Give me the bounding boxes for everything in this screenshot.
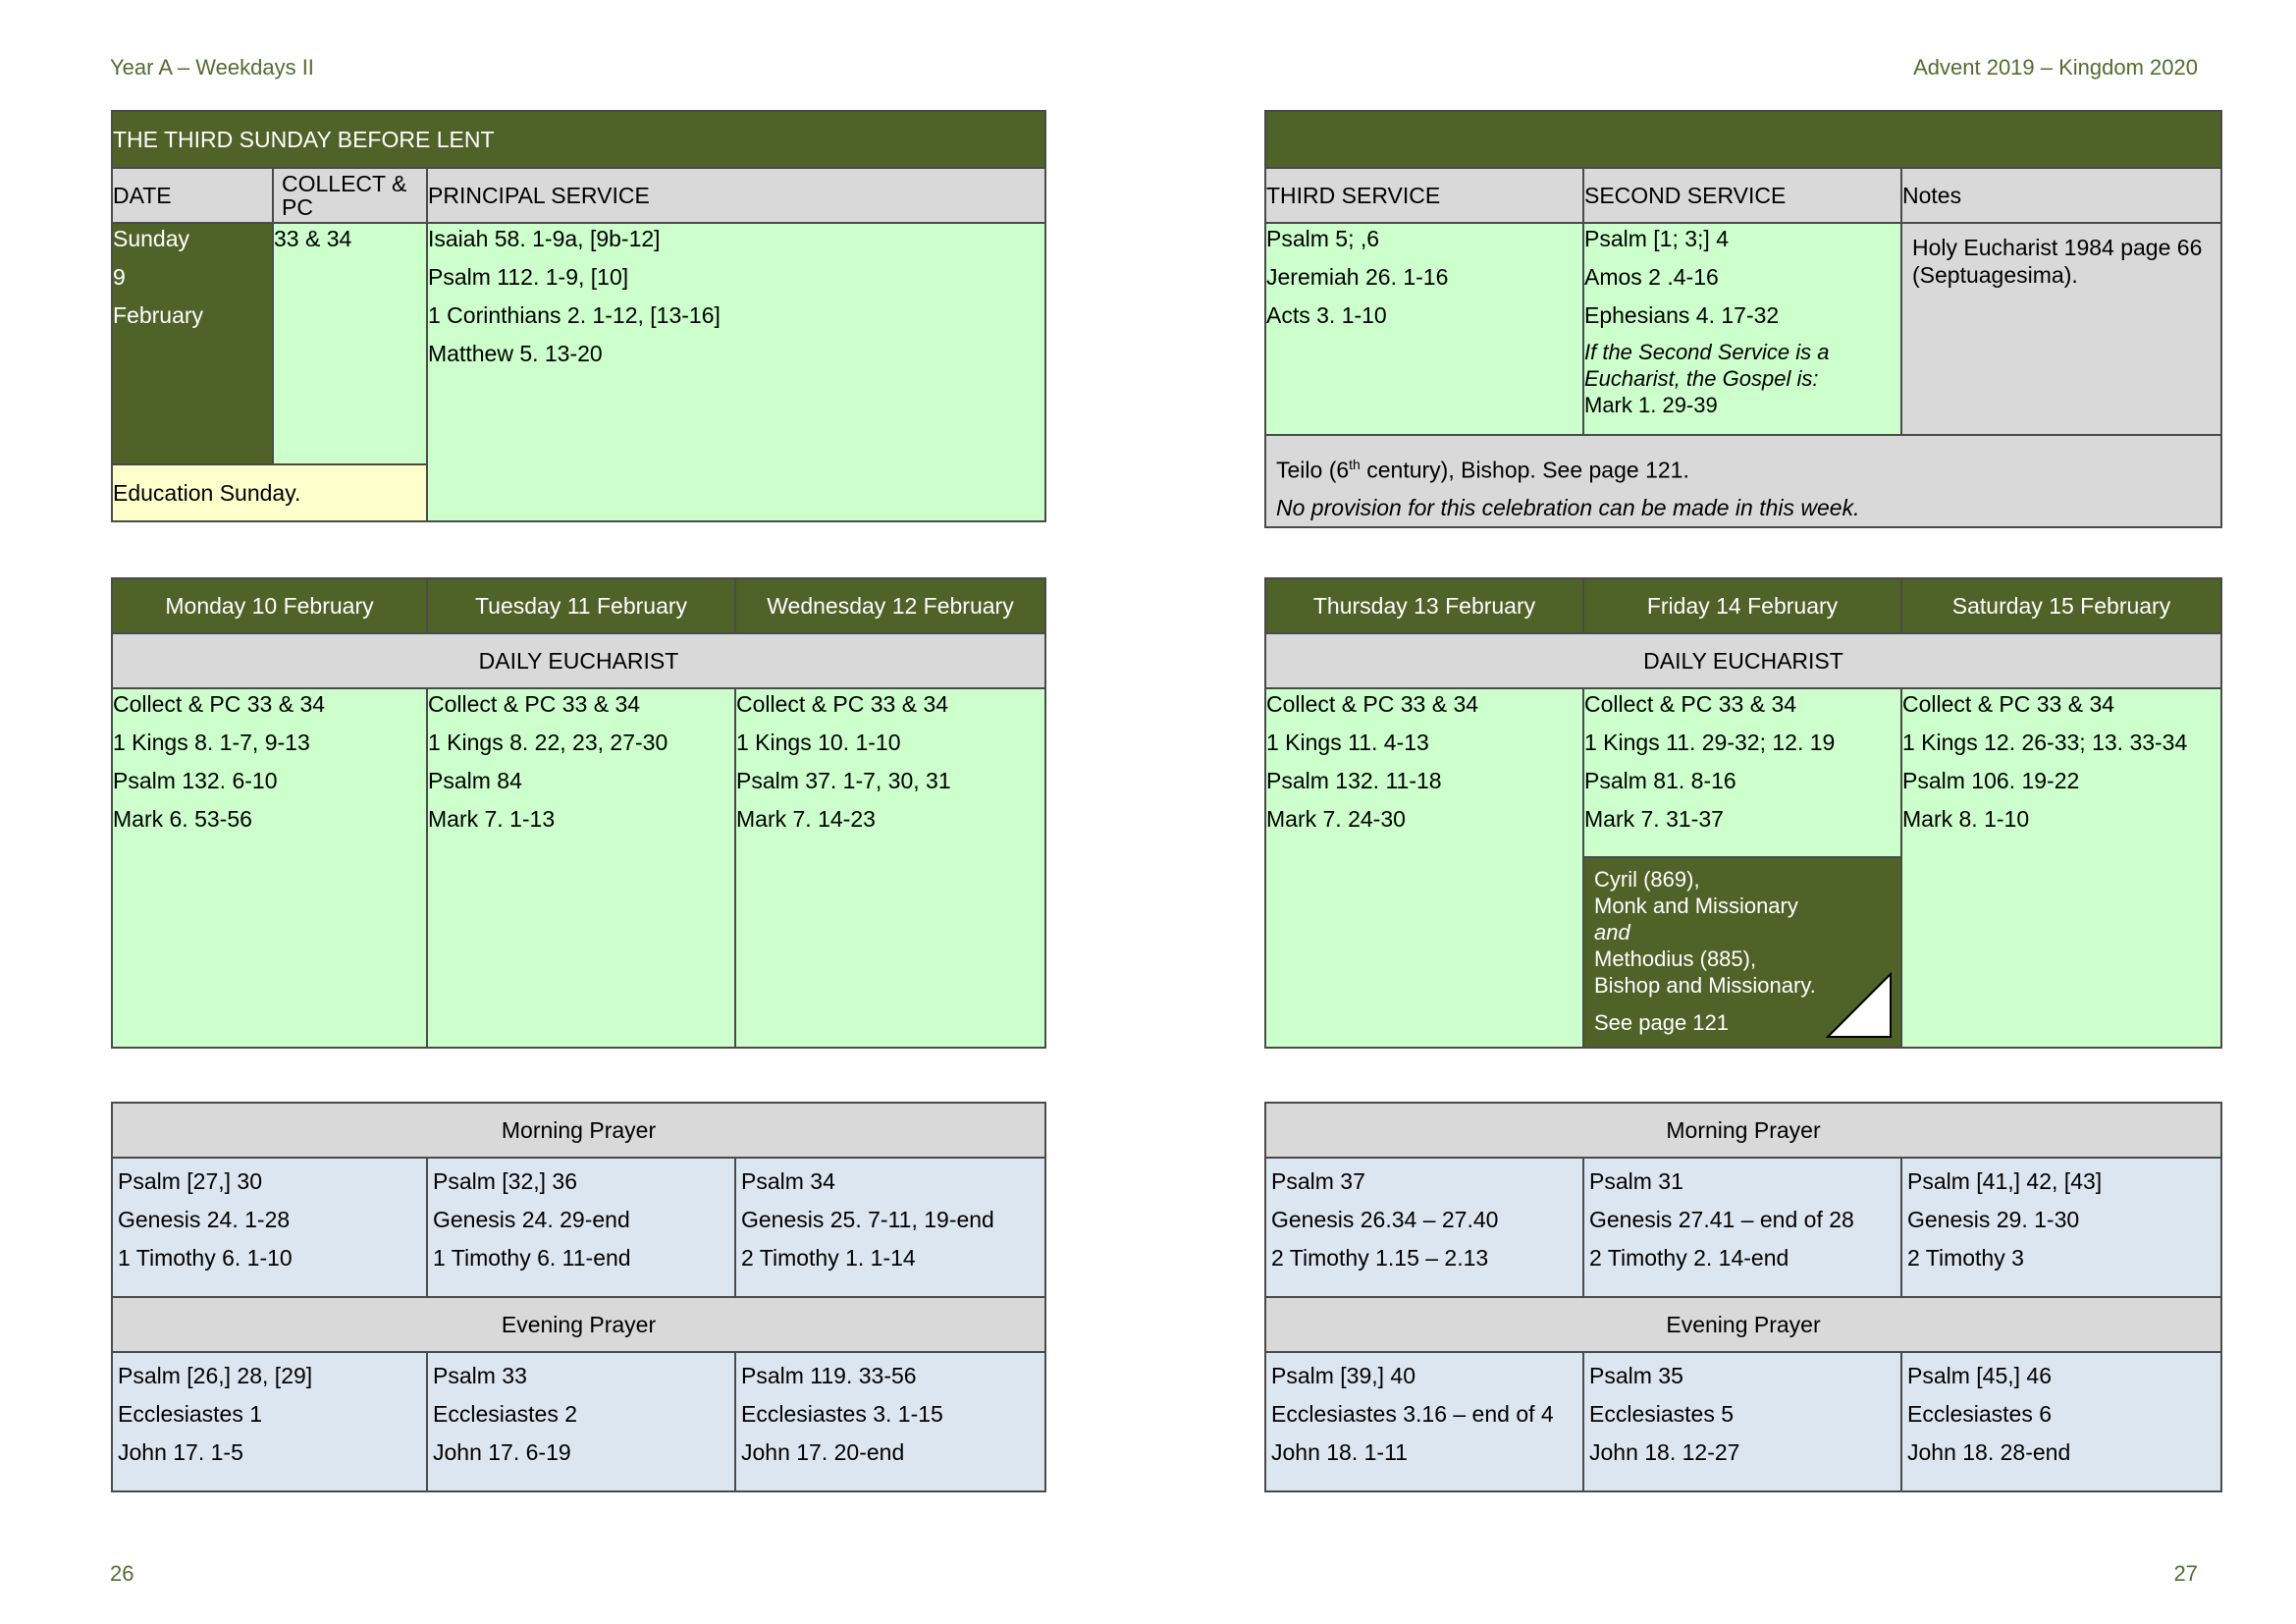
friday-evening: [1583, 1352, 1901, 1491]
col-second-header: SECOND SERVICE: [1583, 168, 1901, 223]
weekday-eucharist-right: [1264, 577, 2222, 1049]
day-header-friday: Friday 14 February: [1583, 578, 1901, 633]
reading: Collect & PC 33 & 34: [736, 691, 949, 717]
reading: John 17. 1-5: [118, 1439, 243, 1465]
reading: Mark 7. 1-13: [428, 806, 556, 832]
saturday-readings: [1901, 688, 2221, 1048]
reading: Psalm [39,] 40: [1271, 1363, 1416, 1388]
reading: Psalm 33: [433, 1363, 527, 1388]
reading: Psalm 37. 1-7, 30, 31: [736, 768, 951, 793]
reading: John 18. 28-end: [1907, 1439, 2071, 1465]
reading: Psalm 119. 33-56: [741, 1363, 917, 1388]
reading: Mark 8. 1-10: [1902, 806, 2030, 832]
reading: Genesis 24. 1-28: [118, 1207, 291, 1232]
weekday-eucharist-left: [111, 577, 1046, 1049]
second-eucharist-gospel: Mark 1. 29-39: [1584, 393, 1718, 417]
reading: Psalm 84: [428, 768, 522, 793]
thursday-evening: [1265, 1352, 1583, 1491]
daily-eucharist-label: DAILY EUCHARIST: [112, 633, 1045, 688]
reading: Collect & PC 33 & 34: [1902, 691, 2115, 717]
morning-prayer-label: Morning Prayer: [1265, 1103, 2221, 1158]
reading: Ecclesiastes 1: [118, 1401, 263, 1427]
reading: 2 Timothy 2. 14-end: [1589, 1245, 1789, 1271]
reading: 1 Kings 11. 4-13: [1266, 730, 1429, 755]
principal-reading: Isaiah 58. 1-9a, [9b-12]: [428, 226, 661, 251]
day-header-thursday: Thursday 13 February: [1265, 578, 1583, 633]
reading: 2 Timothy 3: [1907, 1245, 2024, 1271]
reading: Collect & PC 33 & 34: [113, 691, 326, 717]
thursday-morning: [1265, 1158, 1583, 1297]
reading: Genesis 29. 1-30: [1907, 1207, 2080, 1232]
reading: John 18. 1-11: [1271, 1439, 1408, 1465]
reading: Genesis 25. 7-11, 19-end: [741, 1207, 994, 1232]
principal-reading: Matthew 5. 13-20: [428, 341, 603, 366]
day-header-monday: Monday 10 February: [112, 578, 427, 633]
reading: Mark 7. 24-30: [1266, 806, 1406, 832]
reading: Collect & PC 33 & 34: [1266, 691, 1479, 717]
reading: 1 Timothy 6. 1-10: [118, 1245, 293, 1271]
right-page-header: Advent 2019 – Kingdom 2020: [1913, 55, 2198, 80]
tuesday-readings: [427, 688, 735, 1048]
third-reading: Jeremiah 26. 1-16: [1266, 264, 1449, 290]
cyril-methodius-cell: [1583, 857, 1901, 1048]
third-reading: Psalm 5; ,6: [1266, 226, 1380, 251]
reading: Psalm [45,] 46: [1907, 1363, 2053, 1388]
tuesday-evening: [427, 1352, 735, 1491]
saturday-evening: [1901, 1352, 2221, 1491]
reading: Psalm 132. 6-10: [113, 768, 278, 793]
reading: Collect & PC 33 & 34: [1584, 691, 1797, 717]
commemoration-line: Bishop and Missionary.: [1594, 973, 1816, 998]
reading: Genesis 26.34 – 27.40: [1271, 1207, 1499, 1232]
teilo-commemoration: Teilo (6th century), Bishop. See page 121.: [1276, 457, 1689, 483]
second-eucharist-note: If the Second Service is a Eucharist, the Gospel is:: [1584, 340, 1830, 391]
col-collect-header: COLLECT & PC: [273, 168, 427, 223]
date-number: 9: [113, 264, 126, 290]
reading: Collect & PC 33 & 34: [428, 691, 641, 717]
prayer-table-left: [111, 1102, 1046, 1492]
reading: Psalm 81. 8-16: [1584, 768, 1736, 793]
reading: John 17. 6-19: [433, 1439, 571, 1465]
reading: 2 Timothy 1.15 – 2.13: [1271, 1245, 1489, 1271]
reading: 2 Timothy 1. 1-14: [741, 1245, 916, 1271]
left-page-number: 26: [110, 1561, 134, 1586]
friday-morning: [1583, 1158, 1901, 1297]
col-third-header: THIRD SERVICE: [1265, 168, 1583, 223]
reading: Genesis 27.41 – end of 28: [1589, 1207, 1854, 1232]
monday-readings: [112, 688, 427, 1048]
collect-cell: [273, 223, 427, 464]
principal-service-cell: [427, 223, 1045, 521]
reading: Psalm 34: [741, 1168, 835, 1194]
commemoration-line: Monk and Missionary: [1594, 893, 1798, 918]
reading: Ecclesiastes 5: [1589, 1401, 1735, 1427]
reading: Mark 6. 53-56: [113, 806, 252, 832]
reading: 1 Kings 8. 22, 23, 27-30: [428, 730, 668, 755]
reading: Genesis 24. 29-end: [433, 1207, 630, 1232]
second-reading: Psalm [1; 3;] 4: [1584, 226, 1730, 251]
evening-prayer-label: Evening Prayer: [1265, 1297, 2221, 1352]
col-date-header: DATE: [112, 168, 273, 223]
date-day: Sunday: [113, 226, 190, 251]
col-principal-header: PRINCIPAL SERVICE: [427, 168, 1045, 223]
page-fold-icon: [1826, 972, 1893, 1039]
daily-eucharist-label: DAILY EUCHARIST: [1265, 633, 2221, 688]
reading: 1 Kings 11. 29-32; 12. 19: [1584, 730, 1836, 755]
reading: 1 Kings 8. 1-7, 9-13: [113, 730, 310, 755]
third-reading: Acts 3. 1-10: [1266, 302, 1387, 328]
teilo-provision-note: No provision for this celebration can be made in this week.: [1276, 494, 1860, 520]
reading: Ecclesiastes 2: [433, 1401, 578, 1427]
friday-readings: [1583, 688, 1901, 857]
reading: Psalm 31: [1589, 1168, 1683, 1194]
commemoration-line: Cyril (869),: [1594, 867, 1700, 892]
notes-cell: [1901, 223, 2221, 435]
reading: 1 Kings 12. 26-33; 13. 33-34: [1902, 730, 2188, 755]
reading: Psalm 35: [1589, 1363, 1683, 1388]
monday-evening: [112, 1352, 427, 1491]
commemoration-line: Methodius (885),: [1594, 947, 1757, 971]
reading: John 18. 12-27: [1589, 1439, 1740, 1465]
collect-value: 33 & 34: [274, 226, 352, 251]
sunday-services-band: [1265, 111, 2221, 168]
teilo-cell: [1265, 435, 2221, 527]
reading: Ecclesiastes 6: [1907, 1401, 2053, 1427]
notes-text: Holy Eucharist 1984 page 66 (Septuagesima).: [1912, 235, 2203, 288]
tuesday-morning: [427, 1158, 735, 1297]
sunday-principal-table: [111, 110, 1046, 522]
date-month: February: [113, 302, 204, 328]
saturday-morning: [1901, 1158, 2221, 1297]
monday-morning: [112, 1158, 427, 1297]
reading: 1 Timothy 6. 11-end: [433, 1245, 631, 1271]
sunday-title: THE THIRD SUNDAY BEFORE LENT: [112, 111, 1045, 168]
reading: Mark 7. 14-23: [736, 806, 876, 832]
reading: Psalm [27,] 30: [118, 1168, 263, 1194]
reading: Psalm [26,] 28, [29]: [118, 1363, 313, 1388]
reading: Psalm 37: [1271, 1168, 1365, 1194]
wednesday-evening: [735, 1352, 1045, 1491]
second-reading: Amos 2 .4-16: [1584, 264, 1719, 290]
third-service-cell: [1265, 223, 1583, 435]
reading: John 17. 20-end: [741, 1439, 905, 1465]
principal-reading: Psalm 112. 1-9, [10]: [428, 264, 629, 290]
second-reading: Ephesians 4. 17-32: [1584, 302, 1780, 328]
sunday-services-table: [1264, 110, 2222, 528]
prayer-table-right: [1264, 1102, 2222, 1492]
reading: Ecclesiastes 3. 1-15: [741, 1401, 943, 1427]
reading: Psalm 132. 11-18: [1266, 768, 1442, 793]
second-service-cell: [1583, 223, 1901, 435]
evening-prayer-label: Evening Prayer: [112, 1297, 1045, 1352]
principal-reading: 1 Corinthians 2. 1-12, [13-16]: [428, 302, 721, 328]
reading: 1 Kings 10. 1-10: [736, 730, 901, 755]
sunday-date-cell: [112, 223, 273, 464]
commemoration-see-page: See page 121: [1594, 1010, 1730, 1035]
wednesday-morning: [735, 1158, 1045, 1297]
reading: Psalm [41,] 42, [43]: [1907, 1168, 2103, 1194]
reading: Psalm 106. 19-22: [1902, 768, 2080, 793]
day-header-tuesday: Tuesday 11 February: [427, 578, 735, 633]
education-sunday-note: Education Sunday.: [112, 464, 427, 521]
left-page-header: Year A – Weekdays II: [110, 55, 314, 80]
thursday-readings: [1265, 688, 1583, 1048]
wednesday-readings: [735, 688, 1045, 1048]
col-notes-header: Notes: [1901, 168, 2221, 223]
reading: Mark 7. 31-37: [1584, 806, 1724, 832]
right-page-number: 27: [2173, 1561, 2198, 1586]
reading: Psalm [32,] 36: [433, 1168, 578, 1194]
morning-prayer-label: Morning Prayer: [112, 1103, 1045, 1158]
commemoration-line: and: [1594, 920, 1630, 945]
day-header-wednesday: Wednesday 12 February: [735, 578, 1045, 633]
reading: Ecclesiastes 3.16 – end of 4: [1271, 1401, 1554, 1427]
day-header-saturday: Saturday 15 February: [1901, 578, 2221, 633]
